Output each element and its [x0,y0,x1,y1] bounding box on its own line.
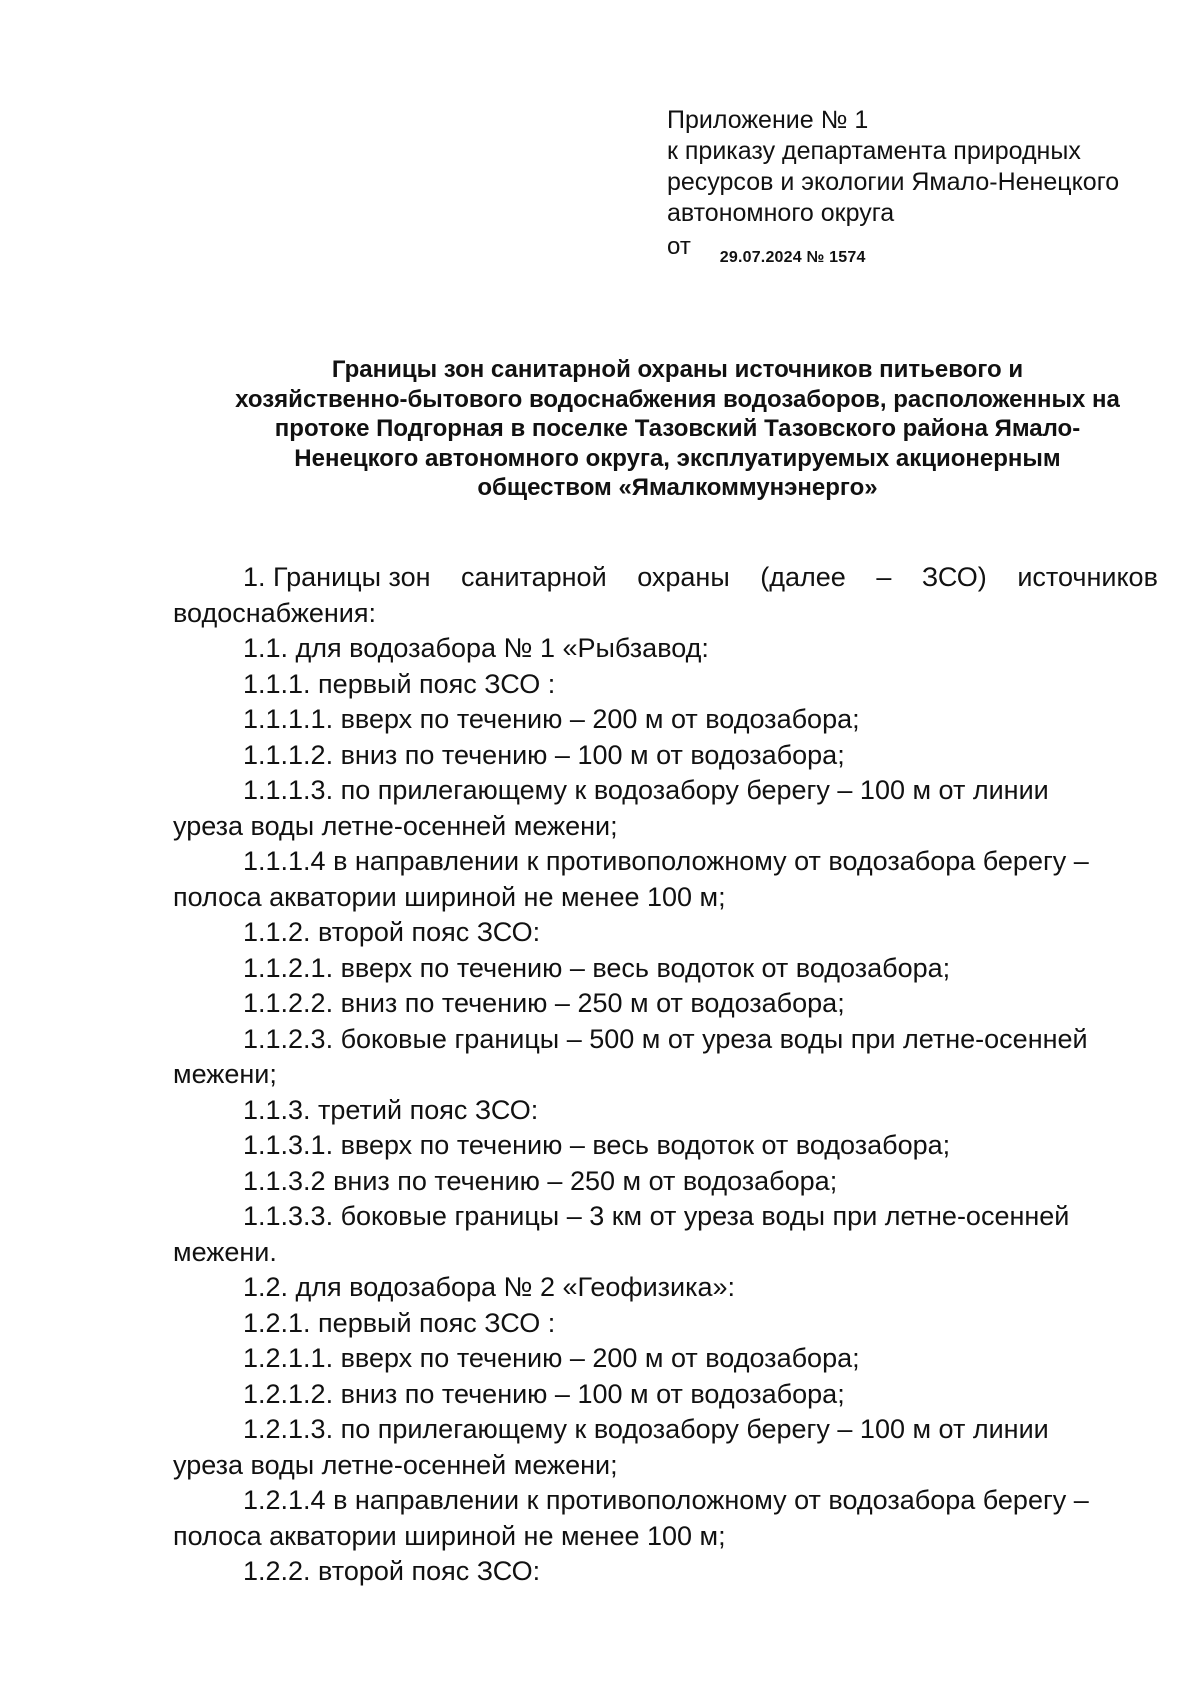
paragraph-1-first-line [173,560,1158,596]
paragraph-line: 1.1.1. первый пояс ЗСО : [243,668,556,699]
paragraph-line: 1.1.2.1. вверх по течению – весь водоток от водозабора; [243,952,951,983]
paragraph-line: межени. [173,1236,277,1267]
paragraph-line: 1.1.1.1. вверх по течению – 200 м от водозабора; [243,704,860,734]
title-line: хозяйственно-бытового водоснабжения водозаборов, расположенных на [235,385,1120,413]
order-date-row [667,231,1137,265]
p1-word: ЗСО) [921,562,987,592]
paragraph-line: уреза воды летне-осенней межени; [173,1449,618,1480]
order-ot-label: от [667,233,691,260]
appendix-title: Приложение № 1 [667,106,869,134]
p1-word: – [876,562,892,592]
paragraph-line: уреза воды летне-осенней межени; [173,810,618,841]
p1-word: источников [1017,562,1158,592]
title-line: Ненецкого автономного округа, эксплуатируемых акционерным [294,444,1061,472]
document-body [173,560,1158,1590]
paragraph-line: полоса акватории шириной не менее 100 м; [173,881,726,912]
paragraph-line: 1.1. для водозабора № 1 «Рыбзавод: [243,633,709,663]
title-line: обществом «Ямалкоммунэнерго» [477,474,878,501]
appendix-line: к приказу департамента природных [667,137,1081,165]
paragraph-line: 1.2. для водозабора № 2 «Геофизика»: [243,1272,736,1302]
title-line: Границы зон санитарной охраны источников питьевого и [331,356,1024,383]
paragraph-line: 1.1.3.2 вниз по течению – 250 м от водозабора; [243,1165,838,1196]
paragraph-line: 1.2.1.3. по прилегающему к водозабору берегу – 100 м от линии [243,1414,1049,1444]
paragraph-line: 1.2.1.1. вверх по течению – 200 м от водозабора; [243,1343,860,1373]
paragraph-line: 1.1.3.3. боковые границы – 3 км от уреза воды при летне-осенней [243,1201,1070,1231]
paragraph-line: водоснабжения: [173,597,377,628]
paragraph-line: 1.2.1.4 в направлении к противоположному от водозабора берегу – [243,1485,1089,1515]
p1-word: (далее [760,562,846,592]
p1-word: 1. Границы зон [243,562,431,592]
paragraph-line: 1.2.1. первый пояс ЗСО : [243,1307,556,1338]
appendix-header [667,105,1137,265]
document-title [175,355,1180,503]
paragraph-line: 1.1.1.3. по прилегающему к водозабору берегу – 100 м от линии [243,775,1049,805]
p1-word: санитарной [461,562,607,592]
paragraph-line: 1.1.2.3. боковые границы – 500 м от уреза воды при летне-осенней [243,1023,1088,1054]
paragraph-line: 1.1.1.4 в направлении к противоположному от водозабора берегу – [243,846,1089,876]
appendix-line: автономного округа [667,199,895,227]
order-number: 29.07.2024 № 1574 [719,249,866,266]
paragraph-line: 1.1.3. третий пояс ЗСО: [243,1094,539,1125]
paragraph-line: полоса акватории шириной не менее 100 м; [173,1520,726,1551]
p1-word: охраны [637,562,730,592]
paragraph-line: 1.1.3.1. вверх по течению – весь водоток от водозабора; [243,1130,951,1160]
appendix-line: ресурсов и экологии Ямало-Ненецкого [667,168,1120,196]
paragraph-line: 1.1.1.2. вниз по течению – 100 м от водозабора; [243,739,845,770]
paragraph-line: 1.2.1.2. вниз по течению – 100 м от водозабора; [243,1378,845,1409]
paragraph-line: 1.1.2. второй пояс ЗСО: [243,917,541,947]
paragraph-line: 1.2.2. второй пояс ЗСО: [243,1556,541,1586]
paragraph-line: межени; [173,1059,277,1089]
paragraph-line: 1.1.2.2. вниз по течению – 250 м от водозабора; [243,988,845,1018]
title-line: протоке Подгорная в поселке Тазовский Тазовского района Ямало- [274,415,1081,442]
